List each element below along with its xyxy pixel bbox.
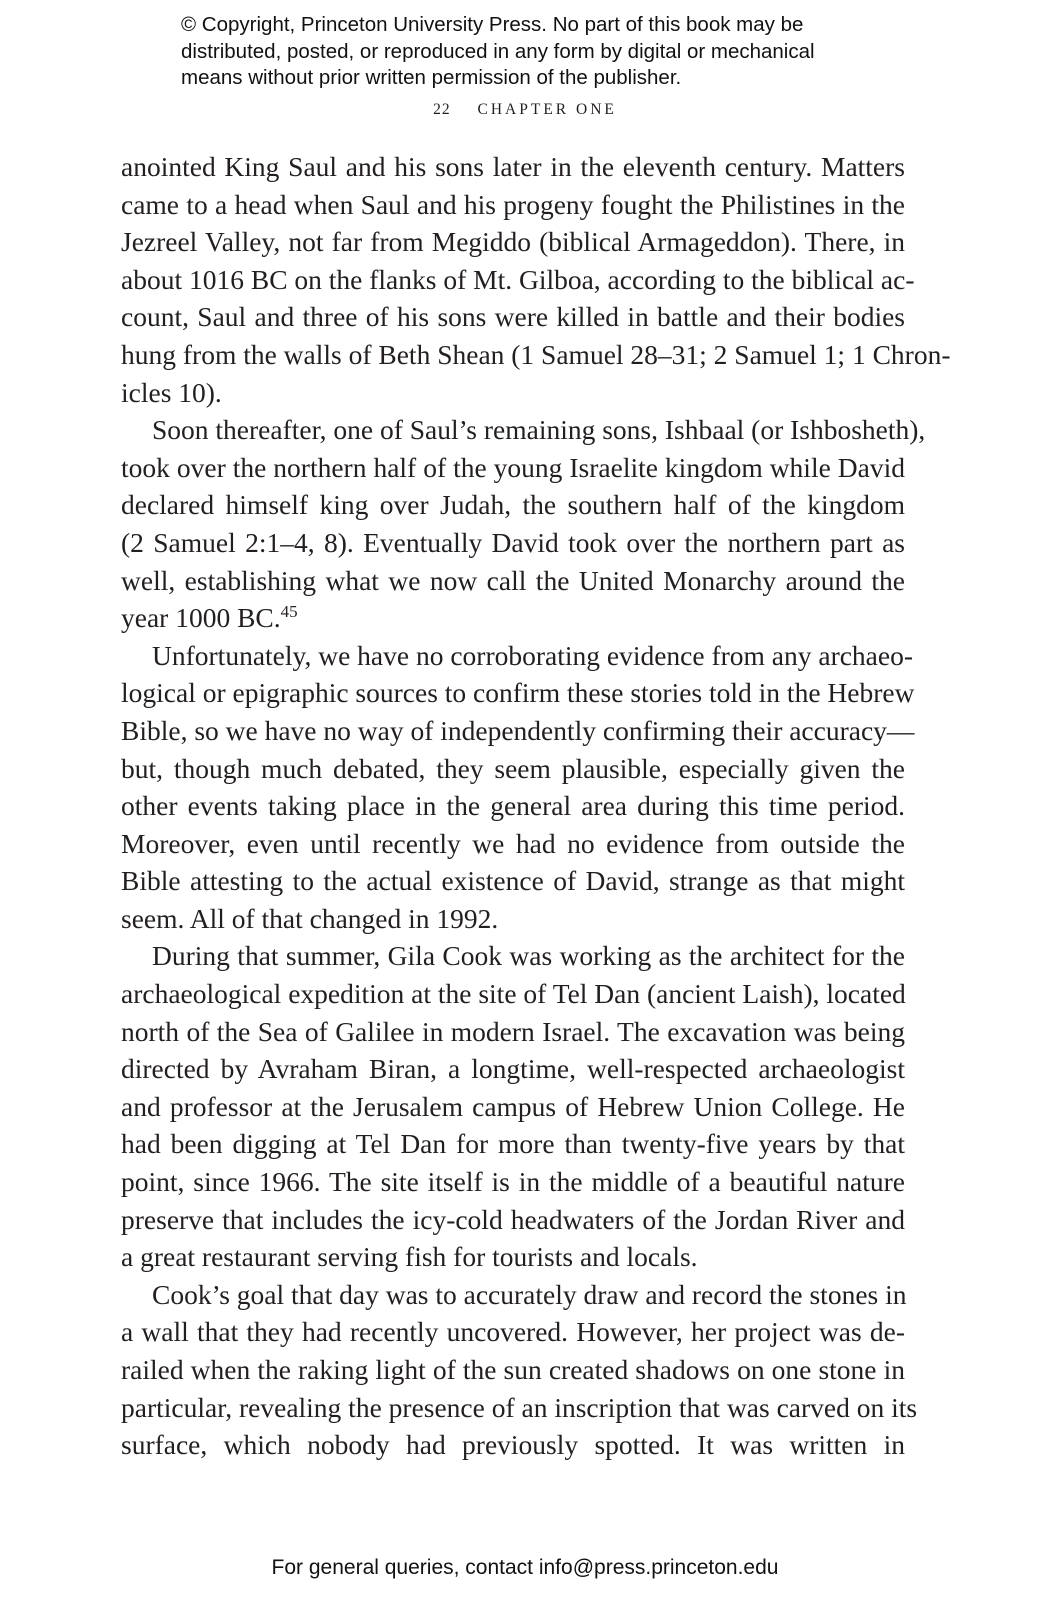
text-line: count, Saul and three of his sons were killed in battle and their bodies (121, 301, 905, 333)
footnote-reference: 45 (280, 602, 298, 622)
running-head (0, 101, 1050, 119)
copyright-line: © Copyright, Princeton University Press. No part of this book may be (181, 13, 804, 36)
text-line: Soon thereafter, one of Saul’s remaining sons, Ishbaal (or Ishbosheth), (152, 414, 926, 446)
text-line: surface, which nobody had previously spotted. It was written in (121, 1429, 905, 1461)
text-line: preserve that includes the icy-cold headwaters of the Jordan River and (121, 1203, 905, 1235)
text-line: Unfortunately, we have no corroborating evidence from any archaeo- (152, 639, 914, 671)
text-line: anointed King Saul and his sons later in the eleventh century. Matters (121, 151, 905, 182)
text-line: railed when the raking light of the sun created shadows on one stone in (121, 1354, 905, 1385)
text-line: year 1000 BC. (121, 602, 281, 634)
text-line: seem. All of that changed in 1992. (121, 902, 499, 934)
text-line: a great restaurant serving fish for tourists and locals. (121, 1241, 698, 1273)
text-line: but, though much debated, they seem plausible, especially given the (121, 752, 905, 784)
text-line: other events taking place in the general area during this time period. (121, 790, 905, 822)
copyright-notice (181, 12, 941, 92)
copyright-line: distributed, posted, or reproduced in any form by digital or mechanical (181, 39, 815, 63)
body-text (121, 148, 951, 1464)
text-line: (2 Samuel 2:1–4, 8). Eventually David took over the northern part as (121, 526, 905, 558)
text-line: had been digging at Tel Dan for more than twenty-five years by that (121, 1128, 905, 1160)
text-line: Moreover, even until recently we had no evidence from outside the (121, 827, 905, 859)
text-line: and professor at the Jerusalem campus of Hebrew Union College. He (121, 1090, 905, 1122)
text-line: Bible attesting to the actual existence of David, strange as that might (121, 865, 905, 897)
text-line: Jezreel Valley, not far from Megiddo (biblical Armageddon). There, in (121, 226, 905, 258)
text-line: north of the Sea of Galilee in modern Israel. The excavation was being (121, 1015, 905, 1047)
text-line: came to a head when Saul and his progeny fought the Philistines in the (121, 188, 905, 220)
text-line: hung from the walls of Beth Shean (1 Samuel 28–31; 2 Samuel 1; 1 Chron- (121, 338, 951, 370)
text-line: directed by Avraham Biran, a longtime, well-respected archaeologist (121, 1053, 905, 1085)
text-line: well, establishing what we now call the United Monarchy around the (121, 564, 905, 596)
page-number: 22 (433, 101, 451, 118)
text-line: During that summer, Gila Cook was working as the architect for the (152, 940, 905, 972)
text-line: archaeological expedition at the site of Tel Dan (ancient Laish), located (121, 978, 906, 1010)
contact-footer: For general queries, contact info@press.princeton.edu (271, 1556, 779, 1579)
text-line-with-footnote (121, 599, 905, 637)
text-line: declared himself king over Judah, the southern half of the kingdom (121, 489, 905, 521)
text-line: particular, revealing the presence of an inscription that was carved on its (121, 1391, 918, 1423)
copyright-line: means without prior written permission of the publisher. (181, 66, 682, 89)
text-line: icles 10). (121, 376, 222, 408)
chapter-title: CHAPTER ONE (477, 101, 617, 118)
text-line: Cook’s goal that day was to accurately draw and record the stones in (152, 1278, 907, 1310)
text-line: logical or epigraphic sources to confirm these stories told in the Hebrew (121, 677, 915, 709)
text-line: Bible, so we have no way of independently confirming their accuracy— (121, 714, 915, 746)
text-line: point, since 1966. The site itself is in the middle of a beautiful nature (121, 1166, 905, 1198)
text-line: about 1016 BC on the flanks of Mt. Gilboa, according to the biblical ac- (121, 263, 915, 295)
text-line: took over the northern half of the young Israelite kingdom while David (121, 451, 905, 483)
text-line: a wall that they had recently uncovered. However, her project was de- (121, 1316, 905, 1348)
